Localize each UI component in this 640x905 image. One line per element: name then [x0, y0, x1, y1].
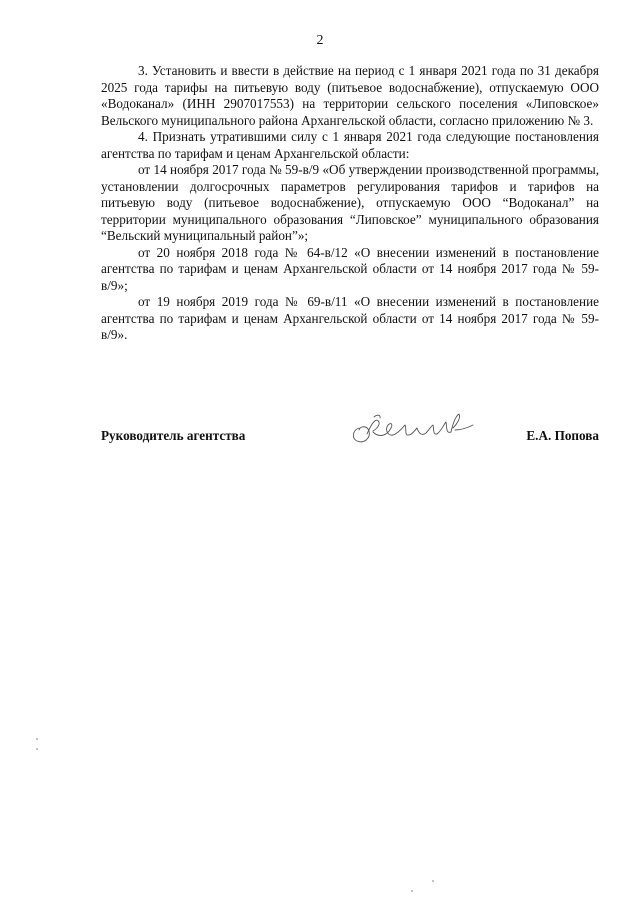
signatory-name: Е.А. Попова — [526, 428, 599, 443]
scan-speck — [36, 748, 38, 750]
paragraph-clause-3: 3. Установить и ввести в действие на период с 1 января 2021 года по 31 декабря 2025 года тарифы на питьевую воду (питьевое водоснабжение), отпускаемую ООО «Водоканал» (ИНН 2907017553) на территории сельского поселения «Липовское» Вельского муниципального района Архангельской области, согласно приложению № 3. — [101, 63, 599, 128]
scan-speck — [36, 738, 38, 740]
scan-speck — [432, 880, 434, 882]
scan-speck — [411, 890, 413, 892]
page-number: 2 — [316, 33, 324, 48]
repealed-resolution-64: от 20 ноября 2018 года № 64-в/12 «О внесении изменений в постановление агентства по тарифам и ценам Архангельской области от 14 ноября 2017 года № 59-в/9»; — [101, 244, 599, 293]
document-body — [101, 63, 599, 344]
signatory-title: Руководитель агентства — [101, 428, 246, 443]
repealed-resolution-69: от 19 ноября 2019 года № 69-в/11 «О внесении изменений в постановление агентства по тарифам и ценам Архангельской области от 14 ноября 2017 года № 59-в/9». — [101, 294, 599, 342]
paragraph-clause-4: 4. Признать утратившими силу с 1 января 2021 года следующие постановления агентства по тарифам и ценам Архангельской области: — [101, 129, 599, 161]
handwritten-signature — [347, 408, 477, 450]
repealed-resolution-59: от 14 ноября 2017 года № 59-в/9 «Об утверждении производственной программы, установлении долгосрочных параметров регулирования тарифов и тарифов на питьевую воду (питьевое водоснабжение), отпускаемую ООО “Водоканал” на территории муниципального образования “Липовское” муниципального образования “Вельский муниципальный район”»; — [101, 162, 599, 243]
